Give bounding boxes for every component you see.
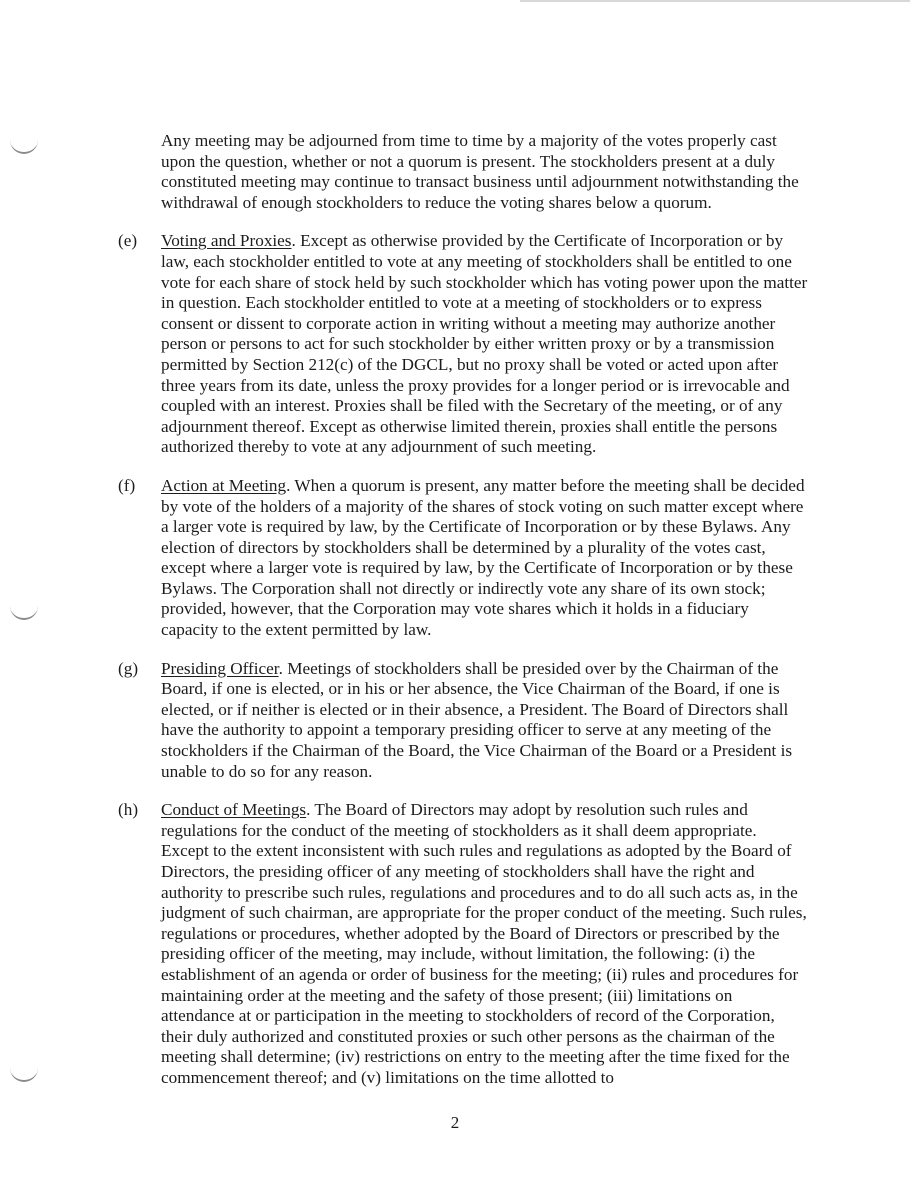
section-label: (g) xyxy=(118,658,139,678)
section-heading: Action at Meeting xyxy=(161,475,287,495)
section-h xyxy=(118,800,808,1088)
section-text: . Except as otherwise provided by the Certificate of Incorporation or by law, each stockholder entitled to vote at any meeting of stockholders shall be entitled to one vote for each share of stock held by such stockholder which has voting power upon the matter in question. Each stockholder entitled to vote at a meeting of stockholders or to express consent or dissent to corporate action in writing without a meeting may authorize another person or persons to act for such stockholder by either written proxy or by a transmission permitted by Section 212(c) of the DGCL, but no proxy shall be voted or acted upon after three years from its date, unless the proxy provides for a longer period or is irrevocable and coupled with an interest. Proxies shall be filed with the Secretary of the meeting, or of any adjournment thereof. Except as otherwise limited therein, proxies shall entitle the persons authorized thereby to vote at any adjournment of such meeting. xyxy=(161,231,808,457)
section-heading: Voting and Proxies xyxy=(161,231,292,251)
section-heading: Presiding Officer xyxy=(161,658,279,678)
section-g xyxy=(118,659,808,783)
section-f xyxy=(118,476,808,641)
scan-edge-line xyxy=(520,0,910,2)
section-body xyxy=(161,476,808,641)
punch-hole-mark xyxy=(10,1062,38,1082)
section-text: . When a quorum is present, any matter before the meeting shall be decided by vote of the holders of a majority of the shares of stock voting on such matter except where a larger vote is required by law, by the Certificate of Incorporation or by these Bylaws. Any election of directors by stockholders shall be determined by a plurality of the votes cast, except where a larger vote is required by law, by the Certificate of Incorporation or by these Bylaws. The Corporation shall not directly or indirectly vote any share of its own stock; provided, however, that the Corporation may vote shares which it holds in a fiduciary capacity to the extent permitted by law. xyxy=(161,475,805,640)
section-body xyxy=(161,659,808,783)
document-body xyxy=(118,131,808,1107)
page-number: 2 xyxy=(450,1113,460,1132)
section-heading: Conduct of Meetings xyxy=(161,800,307,820)
punch-hole-mark xyxy=(10,600,38,620)
punch-hole-mark xyxy=(10,134,38,154)
section-label: (e) xyxy=(118,231,138,251)
section-e xyxy=(118,231,808,458)
section-label: (h) xyxy=(118,800,139,820)
section-text: . Meetings of stockholders shall be presided over by the Chairman of the Board, if one is elected, or in his or her absence, the Vice Chairman of the Board, if one is elected, or if neither is elected or in their absence, a President. The Board of Directors shall have the authority to appoint a temporary presiding officer to serve at any meeting of the stockholders if the Chairman of the Board, the Vice Chairman of the Board or a President is unable to do so for any reason. xyxy=(161,658,793,781)
continuation-paragraph: Any meeting may be adjourned from time to time by a majority of the votes properly cast upon the question, whether or not a quorum is present. The stockholders present at a duly constituted meeting may continue to transact business until adjournment notwithstanding the withdrawal of enough stockholders to reduce the voting shares below a quorum. xyxy=(161,131,799,212)
section-body xyxy=(161,231,808,458)
section-text: . The Board of Directors may adopt by resolution such rules and regulations for the conduct of the meeting of stockholders as it shall deem appropriate. Except to the extent inconsistent with such rules and regulations as adopted by the Board of Directors, the presiding officer of any meeting of stockholders shall have the right and authority to prescribe such rules, regulations and procedures and to do all such acts as, in the judgment of such chairman, are appropriate for the proper conduct of the meeting. Such rules, regulations or procedures, whether adopted by the Board of Directors or prescribed by the presiding officer of the meeting, may include, without limitation, the following: (i) the establishment of an agenda or order of business for the meeting; (ii) rules and procedures for maintaining order at the meeting and the safety of those present; (iii) limitations on attendance at or participation in the meeting to stockholders of record of the Corporation, their duly authorized and constituted proxies or such other persons as the chairman of the meeting shall determine; (iv) restrictions on entry to the meeting after the time fixed for the commencement thereof; and (v) limitations on the time allotted to xyxy=(161,800,807,1087)
section-label: (f) xyxy=(118,475,136,495)
section-body xyxy=(161,800,808,1088)
